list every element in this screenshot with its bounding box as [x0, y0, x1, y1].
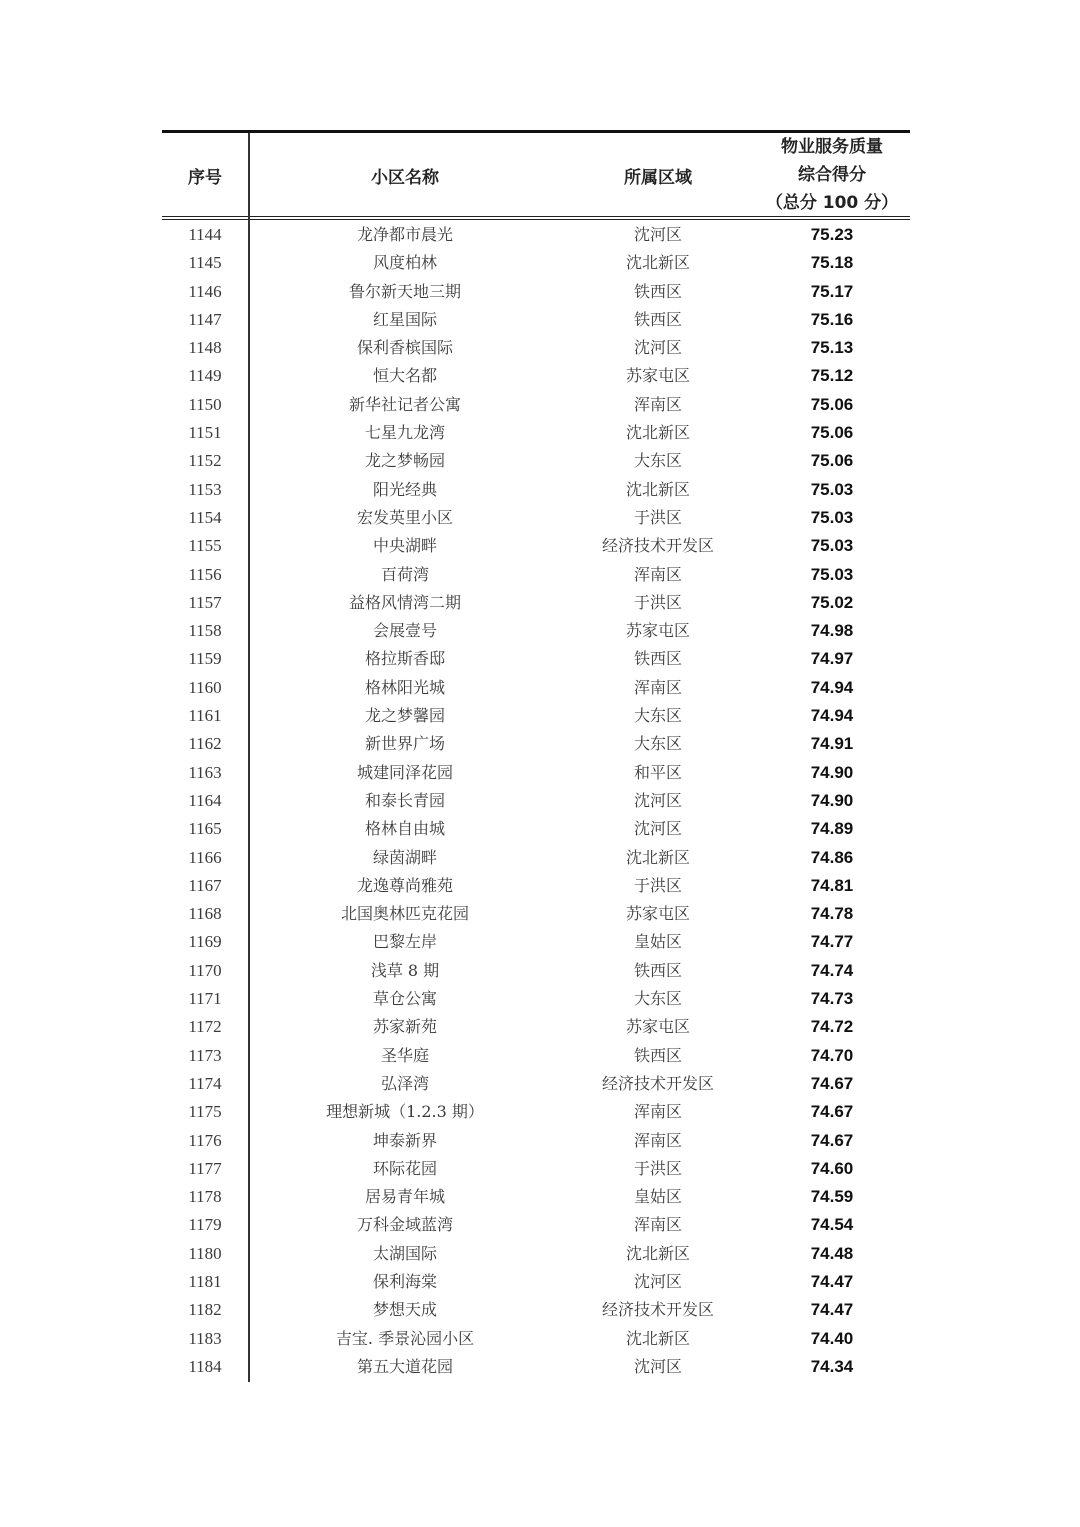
table-row [162, 1353, 910, 1381]
row-score: 74.60 [810, 1158, 854, 1178]
row-name: 阳光经典 [372, 479, 437, 499]
row-area: 经济技术开发区 [601, 536, 714, 556]
row-name: 第五大道花园 [356, 1356, 453, 1376]
row-area: 沈北新区 [625, 1243, 690, 1263]
row-seq: 1144 [188, 225, 222, 244]
table-row [162, 1183, 910, 1211]
row-area: 沈北新区 [625, 253, 690, 273]
row-score: 75.13 [810, 338, 854, 358]
row-area: 经济技术开发区 [601, 1300, 714, 1320]
row-area: 沈河区 [633, 225, 682, 244]
row-area: 大东区 [633, 734, 682, 754]
table-row [162, 730, 910, 758]
row-name: 万科金域蓝湾 [356, 1215, 453, 1235]
row-seq: 1147 [188, 309, 222, 329]
row-score: 75.06 [810, 394, 854, 414]
row-name: 巴黎左岸 [372, 932, 437, 952]
row-seq: 1159 [188, 649, 222, 669]
row-seq: 1182 [188, 1300, 222, 1320]
row-name: 城建同泽花园 [356, 762, 453, 782]
row-seq: 1158 [188, 621, 222, 641]
row-score: 74.73 [810, 989, 854, 1009]
row-score: 75.12 [810, 366, 854, 386]
row-score: 74.40 [810, 1328, 854, 1348]
table-row [162, 1325, 910, 1353]
row-seq: 1151 [188, 423, 222, 443]
row-name: 圣华庭 [380, 1045, 429, 1065]
row-name: 红星国际 [372, 309, 437, 329]
table-row [162, 306, 910, 334]
table-row [162, 1211, 910, 1239]
table-row [162, 447, 910, 475]
row-name: 浅草 8 期 [370, 960, 440, 980]
row-seq: 1184 [188, 1356, 222, 1376]
row-name: 龙之梦畅园 [364, 451, 445, 471]
row-seq: 1160 [188, 677, 222, 697]
row-name: 七星九龙湾 [364, 423, 445, 443]
row-score: 74.86 [810, 847, 854, 867]
table-header [162, 133, 910, 217]
table-row [162, 759, 910, 787]
row-area: 苏家屯区 [625, 904, 690, 924]
table-row [162, 532, 910, 560]
row-seq: 1164 [188, 790, 222, 810]
row-seq: 1180 [188, 1243, 222, 1263]
table-row [162, 1070, 910, 1098]
row-name: 居易青年城 [364, 1187, 445, 1207]
row-area: 沈北新区 [625, 1328, 690, 1348]
row-name: 保利海棠 [372, 1271, 437, 1291]
row-score: 74.34 [810, 1356, 854, 1376]
table-row [162, 900, 910, 928]
header-score-line2: 综合得分 [798, 165, 866, 185]
table-row [162, 702, 910, 730]
row-seq: 1178 [188, 1187, 222, 1207]
row-name: 恒大名都 [372, 366, 437, 386]
row-score: 74.98 [810, 621, 854, 641]
row-score: 75.06 [810, 423, 854, 443]
table-row [162, 844, 910, 872]
row-score: 75.06 [810, 451, 854, 471]
header-area: 所属区域 [624, 167, 692, 188]
row-score: 74.90 [810, 762, 854, 782]
row-name: 吉宝. 季景沁园小区 [335, 1328, 475, 1348]
row-area: 苏家屯区 [625, 366, 690, 386]
row-area: 铁西区 [633, 1045, 682, 1065]
row-seq: 1173 [188, 1045, 222, 1065]
row-score: 75.16 [810, 309, 854, 329]
row-seq: 1145 [188, 253, 222, 273]
row-name: 百荷湾 [380, 564, 429, 584]
header-score-line1: 物业服务质量 [781, 137, 883, 157]
row-seq: 1148 [188, 338, 222, 358]
header-score-line3: （总分 100 分） [765, 193, 899, 213]
row-score: 74.89 [810, 819, 854, 839]
row-score: 74.48 [810, 1243, 854, 1263]
row-score: 74.67 [810, 1102, 854, 1122]
row-area: 沈河区 [633, 790, 682, 810]
table-row [162, 957, 910, 985]
row-score: 74.94 [810, 677, 854, 697]
table-row [162, 419, 910, 447]
row-area: 于洪区 [633, 592, 682, 612]
row-name: 环际花园 [372, 1158, 437, 1178]
row-area: 和平区 [633, 762, 682, 782]
row-score: 74.77 [810, 932, 854, 952]
row-area: 皇姑区 [633, 1187, 682, 1207]
row-score: 74.72 [810, 1017, 854, 1037]
row-name: 草仓公寓 [372, 989, 437, 1009]
table-row [162, 1098, 910, 1126]
row-score: 74.74 [810, 960, 854, 980]
table-row [162, 1042, 910, 1070]
row-score: 74.70 [810, 1045, 854, 1065]
table-row [162, 928, 910, 956]
row-score: 74.90 [810, 790, 854, 810]
row-area: 浑南区 [633, 564, 682, 584]
row-score: 75.17 [810, 281, 854, 301]
row-seq: 1149 [188, 366, 222, 386]
row-area: 沈河区 [633, 338, 682, 358]
table-row [162, 1240, 910, 1268]
row-name: 格林阳光城 [364, 677, 445, 697]
row-score: 74.54 [810, 1215, 854, 1235]
row-score: 74.97 [810, 649, 854, 669]
row-area: 沈河区 [633, 1271, 682, 1291]
row-score: 74.91 [810, 734, 854, 754]
row-score: 75.02 [810, 592, 854, 612]
row-area: 于洪区 [633, 1158, 682, 1178]
row-seq: 1167 [188, 875, 222, 895]
row-area: 沈北新区 [625, 479, 690, 499]
row-name: 龙逸尊尚雅苑 [356, 875, 453, 895]
row-seq: 1175 [188, 1102, 222, 1122]
row-score: 74.47 [810, 1271, 854, 1291]
table-row [162, 1155, 910, 1183]
header-score [754, 133, 910, 217]
row-name: 宏发英里小区 [356, 507, 453, 527]
table-row [162, 249, 910, 277]
table-row [162, 1013, 910, 1041]
row-name: 会展壹号 [372, 621, 437, 641]
row-area: 大东区 [633, 989, 682, 1009]
row-area: 经济技术开发区 [601, 1073, 714, 1093]
row-seq: 1146 [188, 281, 222, 301]
row-area: 铁西区 [633, 281, 682, 301]
table-row [162, 985, 910, 1013]
table-row [162, 278, 910, 306]
row-name: 和泰长青园 [364, 790, 445, 810]
row-seq: 1176 [188, 1130, 222, 1150]
row-seq: 1172 [188, 1017, 222, 1037]
row-score: 75.18 [810, 253, 854, 273]
table-row [162, 362, 910, 390]
row-area: 苏家屯区 [625, 621, 690, 641]
row-seq: 1162 [188, 734, 222, 754]
table-row [162, 617, 910, 645]
row-name: 新华社记者公寓 [348, 394, 461, 414]
row-area: 沈河区 [633, 819, 682, 839]
row-area: 铁西区 [633, 960, 682, 980]
table-row [162, 815, 910, 843]
row-seq: 1161 [188, 706, 222, 726]
table-row [162, 674, 910, 702]
row-score: 74.67 [810, 1073, 854, 1093]
row-name: 风度柏林 [372, 253, 437, 273]
row-score: 75.03 [810, 507, 854, 527]
row-seq: 1156 [188, 564, 222, 584]
table-body [162, 221, 910, 1381]
row-name: 龙净都市晨光 [356, 225, 453, 244]
table-row [162, 589, 910, 617]
header-double-rule [162, 216, 910, 220]
row-seq: 1168 [188, 904, 222, 924]
row-area: 浑南区 [633, 1215, 682, 1235]
row-area: 铁西区 [633, 649, 682, 669]
row-area: 浑南区 [633, 1130, 682, 1150]
row-name: 绿茵湖畔 [372, 847, 437, 867]
row-seq: 1152 [188, 451, 222, 471]
row-area: 皇姑区 [633, 932, 682, 952]
row-score: 74.47 [810, 1300, 854, 1320]
row-name: 坤泰新界 [372, 1130, 437, 1150]
row-seq: 1157 [188, 592, 222, 612]
row-area: 沈河区 [633, 1356, 682, 1376]
row-seq: 1150 [188, 394, 222, 414]
row-name: 弘泽湾 [380, 1073, 429, 1093]
row-seq: 1166 [188, 847, 222, 867]
row-name: 理想新城（1.2.3 期） [326, 1102, 484, 1122]
row-name: 苏家新苑 [372, 1017, 437, 1037]
row-name: 梦想天成 [372, 1300, 437, 1320]
table-row [162, 1296, 910, 1324]
row-name: 益格风情湾二期 [348, 592, 461, 612]
row-name: 北国奥林匹克花园 [340, 904, 469, 924]
row-area: 浑南区 [633, 394, 682, 414]
row-name: 格拉斯香邸 [364, 649, 445, 669]
row-score: 75.23 [810, 225, 854, 244]
row-seq: 1181 [188, 1271, 222, 1291]
row-area: 浑南区 [633, 677, 682, 697]
row-name: 中央湖畔 [372, 536, 437, 556]
row-score: 74.94 [810, 706, 854, 726]
row-name: 新世界广场 [364, 734, 445, 754]
row-score: 74.59 [810, 1187, 854, 1207]
row-seq: 1177 [188, 1158, 222, 1178]
row-score: 74.81 [810, 875, 854, 895]
row-score: 75.03 [810, 479, 854, 499]
row-seq: 1165 [188, 819, 222, 839]
row-seq: 1153 [188, 479, 222, 499]
row-seq: 1174 [188, 1073, 222, 1093]
row-area: 大东区 [633, 706, 682, 726]
row-area: 于洪区 [633, 875, 682, 895]
row-seq: 1154 [188, 507, 222, 527]
table-row [162, 561, 910, 589]
row-seq: 1171 [188, 989, 222, 1009]
table-row [162, 504, 910, 532]
row-area: 沈北新区 [625, 847, 690, 867]
row-seq: 1170 [188, 960, 222, 980]
table-row [162, 391, 910, 419]
row-area: 铁西区 [633, 309, 682, 329]
table-row [162, 221, 910, 249]
row-seq: 1163 [188, 762, 222, 782]
row-score: 74.78 [810, 904, 854, 924]
table-row [162, 872, 910, 900]
row-area: 大东区 [633, 451, 682, 471]
header-name: 小区名称 [371, 167, 439, 188]
row-score: 74.67 [810, 1130, 854, 1150]
row-seq: 1183 [188, 1328, 222, 1348]
row-name: 鲁尔新天地三期 [348, 281, 461, 301]
header-seq: 序号 [188, 167, 222, 188]
row-name: 龙之梦馨园 [364, 706, 445, 726]
row-score: 75.03 [810, 564, 854, 584]
row-seq: 1179 [188, 1215, 222, 1235]
row-seq: 1169 [188, 932, 222, 952]
row-name: 格林自由城 [364, 819, 445, 839]
row-area: 苏家屯区 [625, 1017, 690, 1037]
row-name: 太湖国际 [372, 1243, 437, 1263]
row-area: 沈北新区 [625, 423, 690, 443]
table-row [162, 476, 910, 504]
table-row [162, 1127, 910, 1155]
row-seq: 1155 [188, 536, 222, 556]
table-row [162, 645, 910, 673]
row-area: 浑南区 [633, 1102, 682, 1122]
row-area: 于洪区 [633, 507, 682, 527]
table-row [162, 1268, 910, 1296]
row-score: 75.03 [810, 536, 854, 556]
table-row [162, 787, 910, 815]
table-row [162, 334, 910, 362]
row-name: 保利香槟国际 [356, 338, 453, 358]
